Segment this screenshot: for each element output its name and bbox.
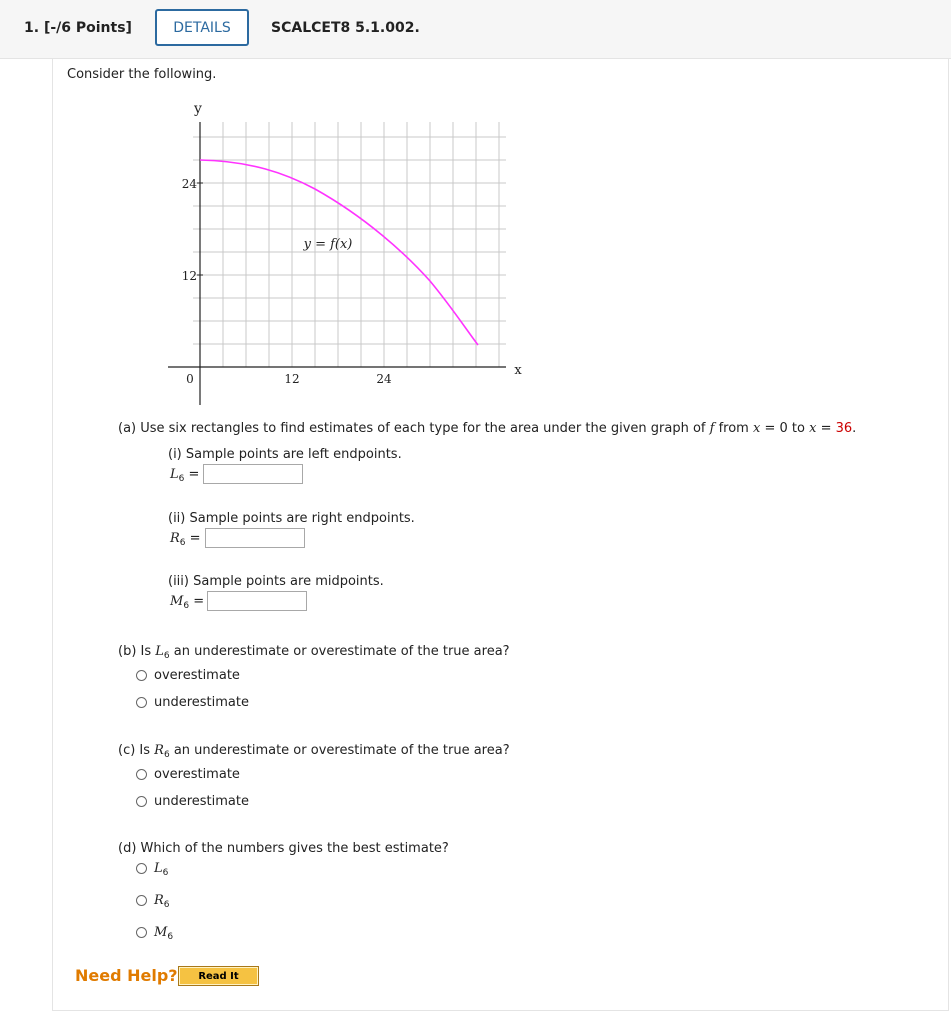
upper-limit: 36 [835,421,853,436]
part-d-R6-label: $R_6$ [154,893,170,910]
M6-input[interactable] [207,591,307,611]
points-label: [-/6 Points] [43,20,132,36]
x-tick-24: 24 [376,372,392,386]
read-it-button[interactable]: Read It [178,966,259,986]
details-button[interactable]: DETAILS [155,9,249,46]
part-d-R6-radio[interactable] [136,895,147,906]
question-number: 1. [-/6 Points] [24,20,132,36]
function-graph [160,95,540,415]
question-code: SCALCET8 5.1.002. [271,20,420,36]
part-a-i-text: (i) Sample points are left endpoints. [168,447,402,462]
part-c-overestimate-label: overestimate [154,767,240,782]
part-d-M6-label: $M_6$ [154,925,174,942]
question-header [0,0,951,59]
part-b-prompt: (b) Is $L_6$ an underestimate or overestimate of the true area? [118,644,510,661]
part-c-underestimate-radio[interactable] [136,796,147,807]
M6-label: $M_6$ = [170,594,205,611]
part-b-underestimate-label: underestimate [154,695,249,710]
need-help-label: Need Help? [75,966,178,985]
R6-input[interactable] [205,528,305,548]
part-d-prompt: (d) Which of the numbers gives the best estimate? [118,841,449,856]
part-a-prompt: (a) Use six rectangles to find estimates of each type for the area under the given graph of f from x = 0 to x = 36. [118,421,857,436]
part-b-overestimate-radio[interactable] [136,670,147,681]
R6-label: $R_6$ = [170,531,201,548]
x-axis-label: x [514,363,522,378]
part-a-ii-text: (ii) Sample points are right endpoints. [168,511,415,526]
y-tick-12: 12 [181,269,197,283]
x-tick-0: 0 [186,372,194,386]
x-tick-12: 12 [284,372,300,386]
part-d-L6-label: $L_6$ [154,861,169,878]
part-b-overestimate-label: overestimate [154,668,240,683]
part-b-underestimate-radio[interactable] [136,697,147,708]
intro-text: Consider the following. [67,67,217,82]
L6-label: $L_6$ = [170,467,200,484]
y-tick-24: 24 [181,177,197,191]
part-a-iii-text: (iii) Sample points are midpoints. [168,574,384,589]
part-d-M6-radio[interactable] [136,927,147,938]
part-c-overestimate-radio[interactable] [136,769,147,780]
part-c-prompt: (c) Is $R_6$ an underestimate or overestimate of the true area? [118,743,510,760]
L6-input[interactable] [203,464,303,484]
part-c-underestimate-label: underestimate [154,794,249,809]
curve-label: y = f(x) [303,237,353,252]
y-axis-label: y [194,101,202,117]
part-d-L6-radio[interactable] [136,863,147,874]
